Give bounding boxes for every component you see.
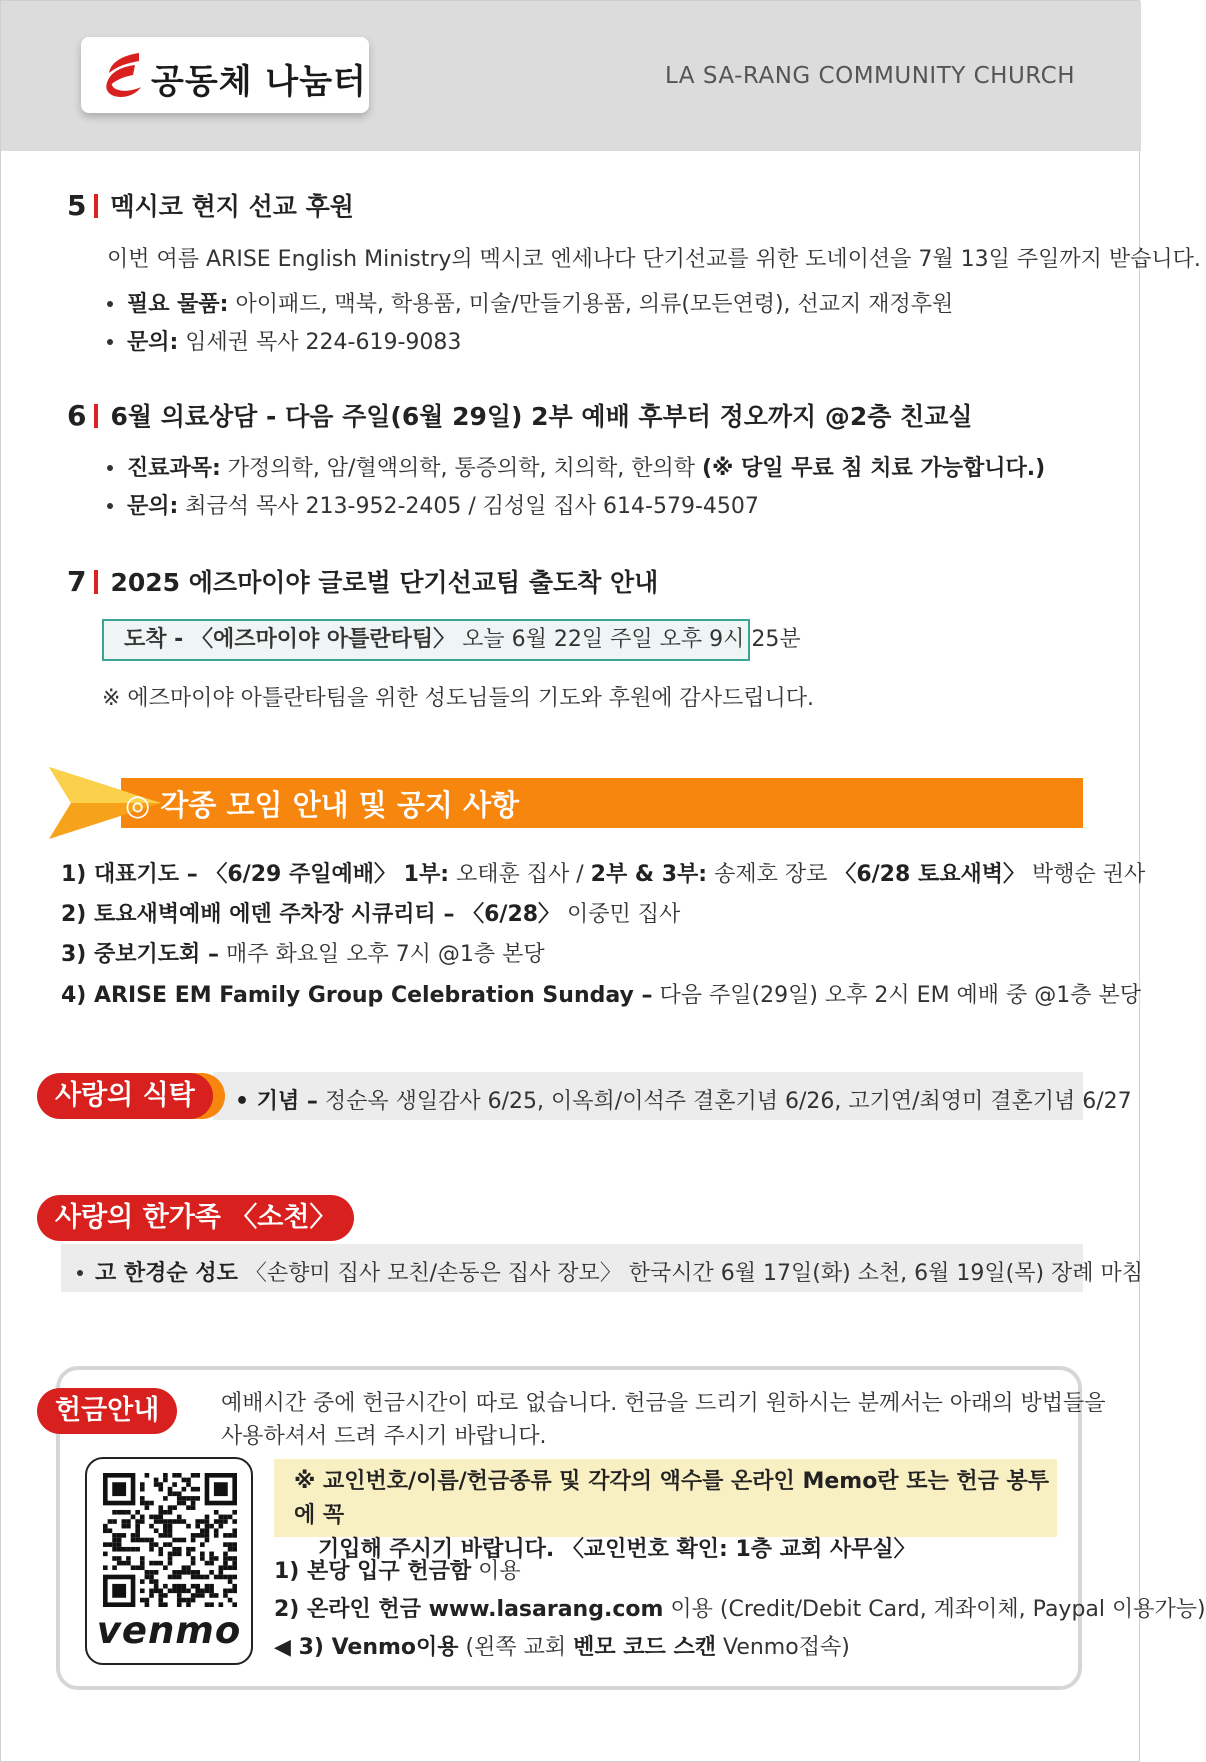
notice-item [61,937,545,968]
header-bar [1,1,1141,151]
love-table-pill: 사랑의 식탁 [37,1073,213,1119]
red-divider [94,570,98,594]
method-bold: 1) 본당 입구 헌금함 [274,1559,472,1584]
item-text: 아이패드, 맥북, 학용품, 미술/만들기용품, 의류(모든연령), 선교지 재정후원 [228,292,954,317]
item-label: 필요 물품: [127,292,229,317]
item-text: 최금석 목사 213-952-2405 / 김성일 집사 614-579-4507 [178,494,759,519]
bullet-dot [107,503,113,509]
bullet-dot [107,339,113,345]
commemoration-text: 정순옥 생일감사 6/25, 이옥희/이석주 결혼기념 6/26, 고기연/최영미 결혼기념 6/27 [317,1089,1132,1114]
notice-text: 다음 주일(29일) 오후 2시 EM 예배 중 @1층 본당 [652,983,1142,1008]
offering-pill: 헌금안내 [37,1388,177,1434]
item-text: 임세권 목사 224-619-9083 [178,330,462,355]
section-5-description: 이번 여름 ARISE English Ministry의 멕시코 엔세나다 단기선교를 위한 도네이션을 7월 13일 주일까지 받습니다. [107,247,1201,272]
logo-badge [81,37,369,113]
method-bold[interactable]: 2) 온라인 헌금 www.lasarang.com [274,1597,664,1622]
method-bold: 벤모 코드 스캔 [573,1635,716,1660]
payment-method [274,1554,521,1585]
notice-bold: 2) 토요새벽예배 에덴 주차장 시큐리티 – 〈6/28〉 [61,902,561,927]
offering-intro: 사용하셔서 드려 주시기 바랍니다. [221,1424,547,1449]
funeral-text: 〈손향미 집사 모친/손동은 집사 장모〉 한국시간 6월 17일(화) 소천, 6월 19일(목) 장례 마침 [237,1261,1144,1286]
method-text: Venmo접속) [715,1635,850,1660]
section-number: 6 [67,399,87,432]
church-flame-logo-icon [99,51,145,99]
notice-text: 이중민 집사 [560,902,681,927]
love-table-text [235,1084,1132,1115]
item-label: 진료과목: [127,456,221,481]
list-item [107,451,1045,482]
arrival-label: 도착 - 〈에즈마이야 아틀란타팀〉 [124,627,456,652]
notice-text: 송제호 장로 [707,862,835,887]
arrival-box [102,619,801,661]
arrival-text: 오늘 6월 22일 주일 오후 9시 25분 [455,627,801,652]
item-text: 가정의학, 암/혈액의학, 통증의학, 치의학, 한의학 [220,456,702,481]
note-line: ※ 교인번호/이름/헌금종류 및 각각의 액수를 온라인 Memo란 또는 헌금 봉투에 꼭 [294,1469,1050,1528]
method-text: 이용 (Credit/Debit Card, 계좌이체, Paypal 이용가능) [663,1597,1206,1622]
notice-item [61,857,1145,888]
list-item [107,489,759,520]
venmo-logo: venmo [96,1609,242,1652]
method-text: 이용 [471,1559,521,1584]
bullet-dot [107,301,113,307]
section-7-heading [67,563,658,599]
church-name: LA SA-RANG COMMUNITY CHURCH [664,63,1075,89]
notice-text: 오태훈 집사 / [449,862,591,887]
method-text: (왼쪽 교회 [458,1635,574,1660]
notice-text: 매주 화요일 오후 7시 @1층 본당 [218,942,545,967]
offering-note [274,1459,1057,1562]
payment-method [274,1592,1206,1623]
bullet-dot [107,465,113,471]
notice-bold: 3) 중보기도회 – [61,942,219,967]
venmo-qr-code-icon[interactable] [103,1473,237,1607]
section-7-note: ※ 에즈마이야 아틀란타팀을 위한 성도님들의 기도와 후원에 감사드립니다. [102,686,814,711]
section-title: 2025 에즈마이야 글로벌 단기선교팀 출도착 안내 [110,568,659,597]
section-number: 5 [67,189,87,222]
section-title: 6월 의료상담 - 다음 주일(6월 29일) 2부 예배 후부터 정오까지 @2층 친교실 [110,402,973,431]
notice-item [61,978,1141,1009]
list-item [107,287,953,318]
item-label: 문의: [127,330,179,355]
notice-bold: 4) ARISE EM Family Group Celebration Sunday – [61,983,653,1008]
item-extra: (※ 당일 무료 침 치료 가능합니다.) [701,456,1046,481]
deceased-name: 고 한경순 성도 [95,1261,238,1286]
notice-bold: 〈6/28 토요새벽〉 [834,862,1025,887]
payment-method [274,1630,850,1661]
offering-intro: 예배시간 중에 헌금시간이 따로 없습니다. 헌금을 드리기 원하시는 분께서는 아래의 방법들을 [221,1391,1106,1416]
list-item [107,325,461,356]
section-title: 멕시코 현지 선교 후원 [110,192,354,221]
banner-title: ◎ 각종 모임 안내 및 공지 사항 [125,788,520,822]
note-line: 기입해 주시기 바랍니다. 〈교인번호 확인: 1층 교회 사무실〉 [318,1537,916,1562]
red-divider [94,404,98,428]
red-divider [94,194,98,218]
love-family-pill: 사랑의 한가족 〈소천〉 [37,1195,354,1241]
item-label: 문의: [127,494,179,519]
notice-bold: 2부 & 3부: [590,862,708,887]
bullet-dot [77,1270,83,1276]
section-number: 7 [67,565,87,598]
section-title: 공동체 나눔터 [151,62,367,102]
commemoration-label: • 기념 – [235,1089,318,1114]
venmo-qr-card[interactable] [85,1457,253,1665]
method-bold: ◀ 3) Venmo이용 [274,1635,459,1660]
notice-bold: 1) 대표기도 – 〈6/29 주일예배〉 1부: [61,862,449,887]
section-5-heading [67,187,354,223]
notice-item [61,897,680,928]
love-family-text [77,1256,1143,1287]
notice-text: 박행순 권사 [1024,862,1146,887]
section-6-heading [67,397,973,433]
